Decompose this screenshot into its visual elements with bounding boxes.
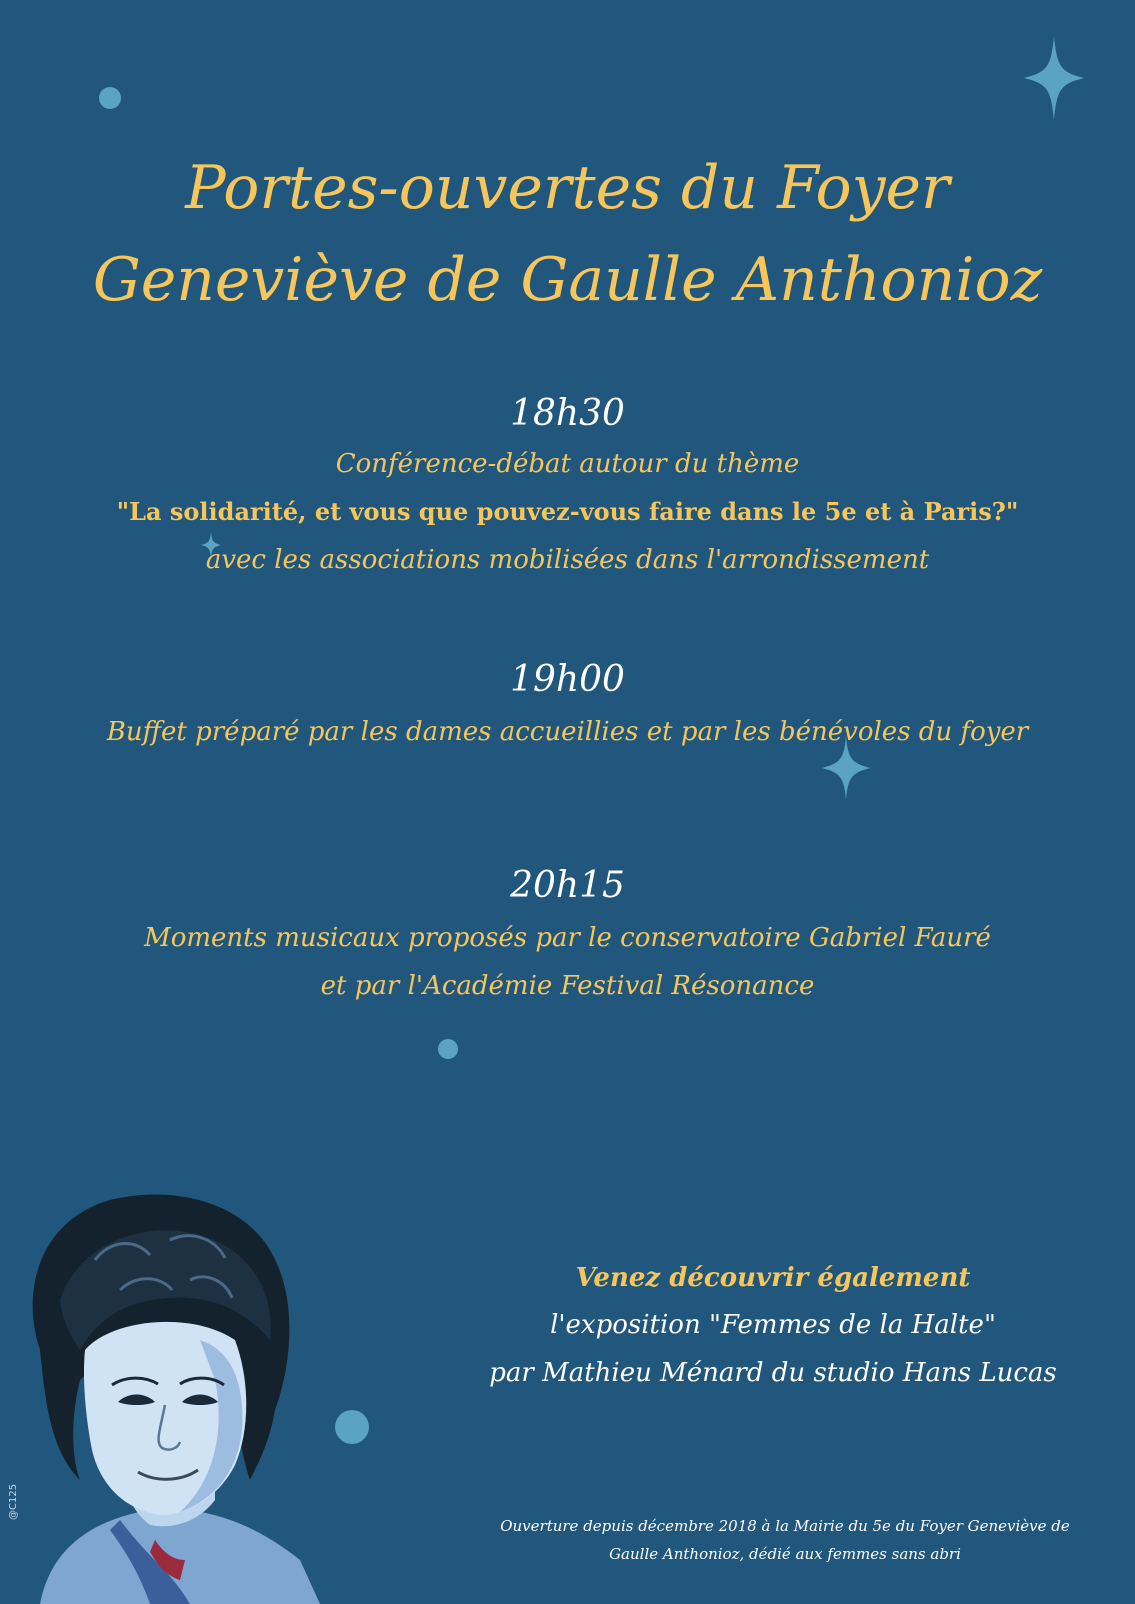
exhibition-line: l'exposition "Femmes de la Halte" (550, 1310, 996, 1340)
program-description: avec les associations mobilisées dans l'arrondissement (205, 545, 930, 575)
program-description: et par l'Académie Festival Résonance (320, 971, 815, 1001)
program-description: Moments musicaux proposés par le conservatoire Gabriel Fauré (144, 923, 991, 953)
program-time: 19h00 (510, 659, 625, 700)
program-item-2015 (0, 864, 1135, 1010)
sparkle-star-icon (1024, 36, 1084, 120)
footer-line: Ouverture depuis décembre 2018 à la Mairie du 5e du Foyer Geneviève de (500, 1517, 1070, 1535)
footer-line: Gaulle Anthonioz, dédié aux femmes sans abri (609, 1545, 961, 1563)
program-item-1900 (0, 658, 1135, 756)
portrait-illustration (0, 1180, 345, 1604)
program-theme: "La solidarité, et vous que pouvez-vous faire dans le 5e et à Paris?" (116, 497, 1019, 526)
exhibition-info (458, 1255, 1088, 1397)
program-description: Conférence-débat autour du thème (335, 449, 800, 479)
title-line-1: Portes-ouvertes du Foyer (185, 153, 950, 223)
exhibition-line: par Mathieu Ménard du studio Hans Lucas (489, 1358, 1057, 1388)
program-description: Buffet préparé par les dames accueillies et par les bénévoles du foyer (106, 717, 1029, 747)
program-time: 20h15 (510, 865, 625, 906)
program-time: 18h30 (510, 393, 625, 434)
title-line-2: Geneviève de Gaulle Anthonioz (92, 245, 1043, 315)
program-item-1830 (0, 392, 1135, 584)
decorative-dot (99, 87, 121, 109)
footer-note (455, 1512, 1115, 1568)
artist-credit: @C125 (8, 1483, 19, 1520)
page-title (0, 142, 1135, 326)
exhibition-heading: Venez découvrir également (575, 1263, 971, 1293)
decorative-dot (438, 1039, 458, 1059)
